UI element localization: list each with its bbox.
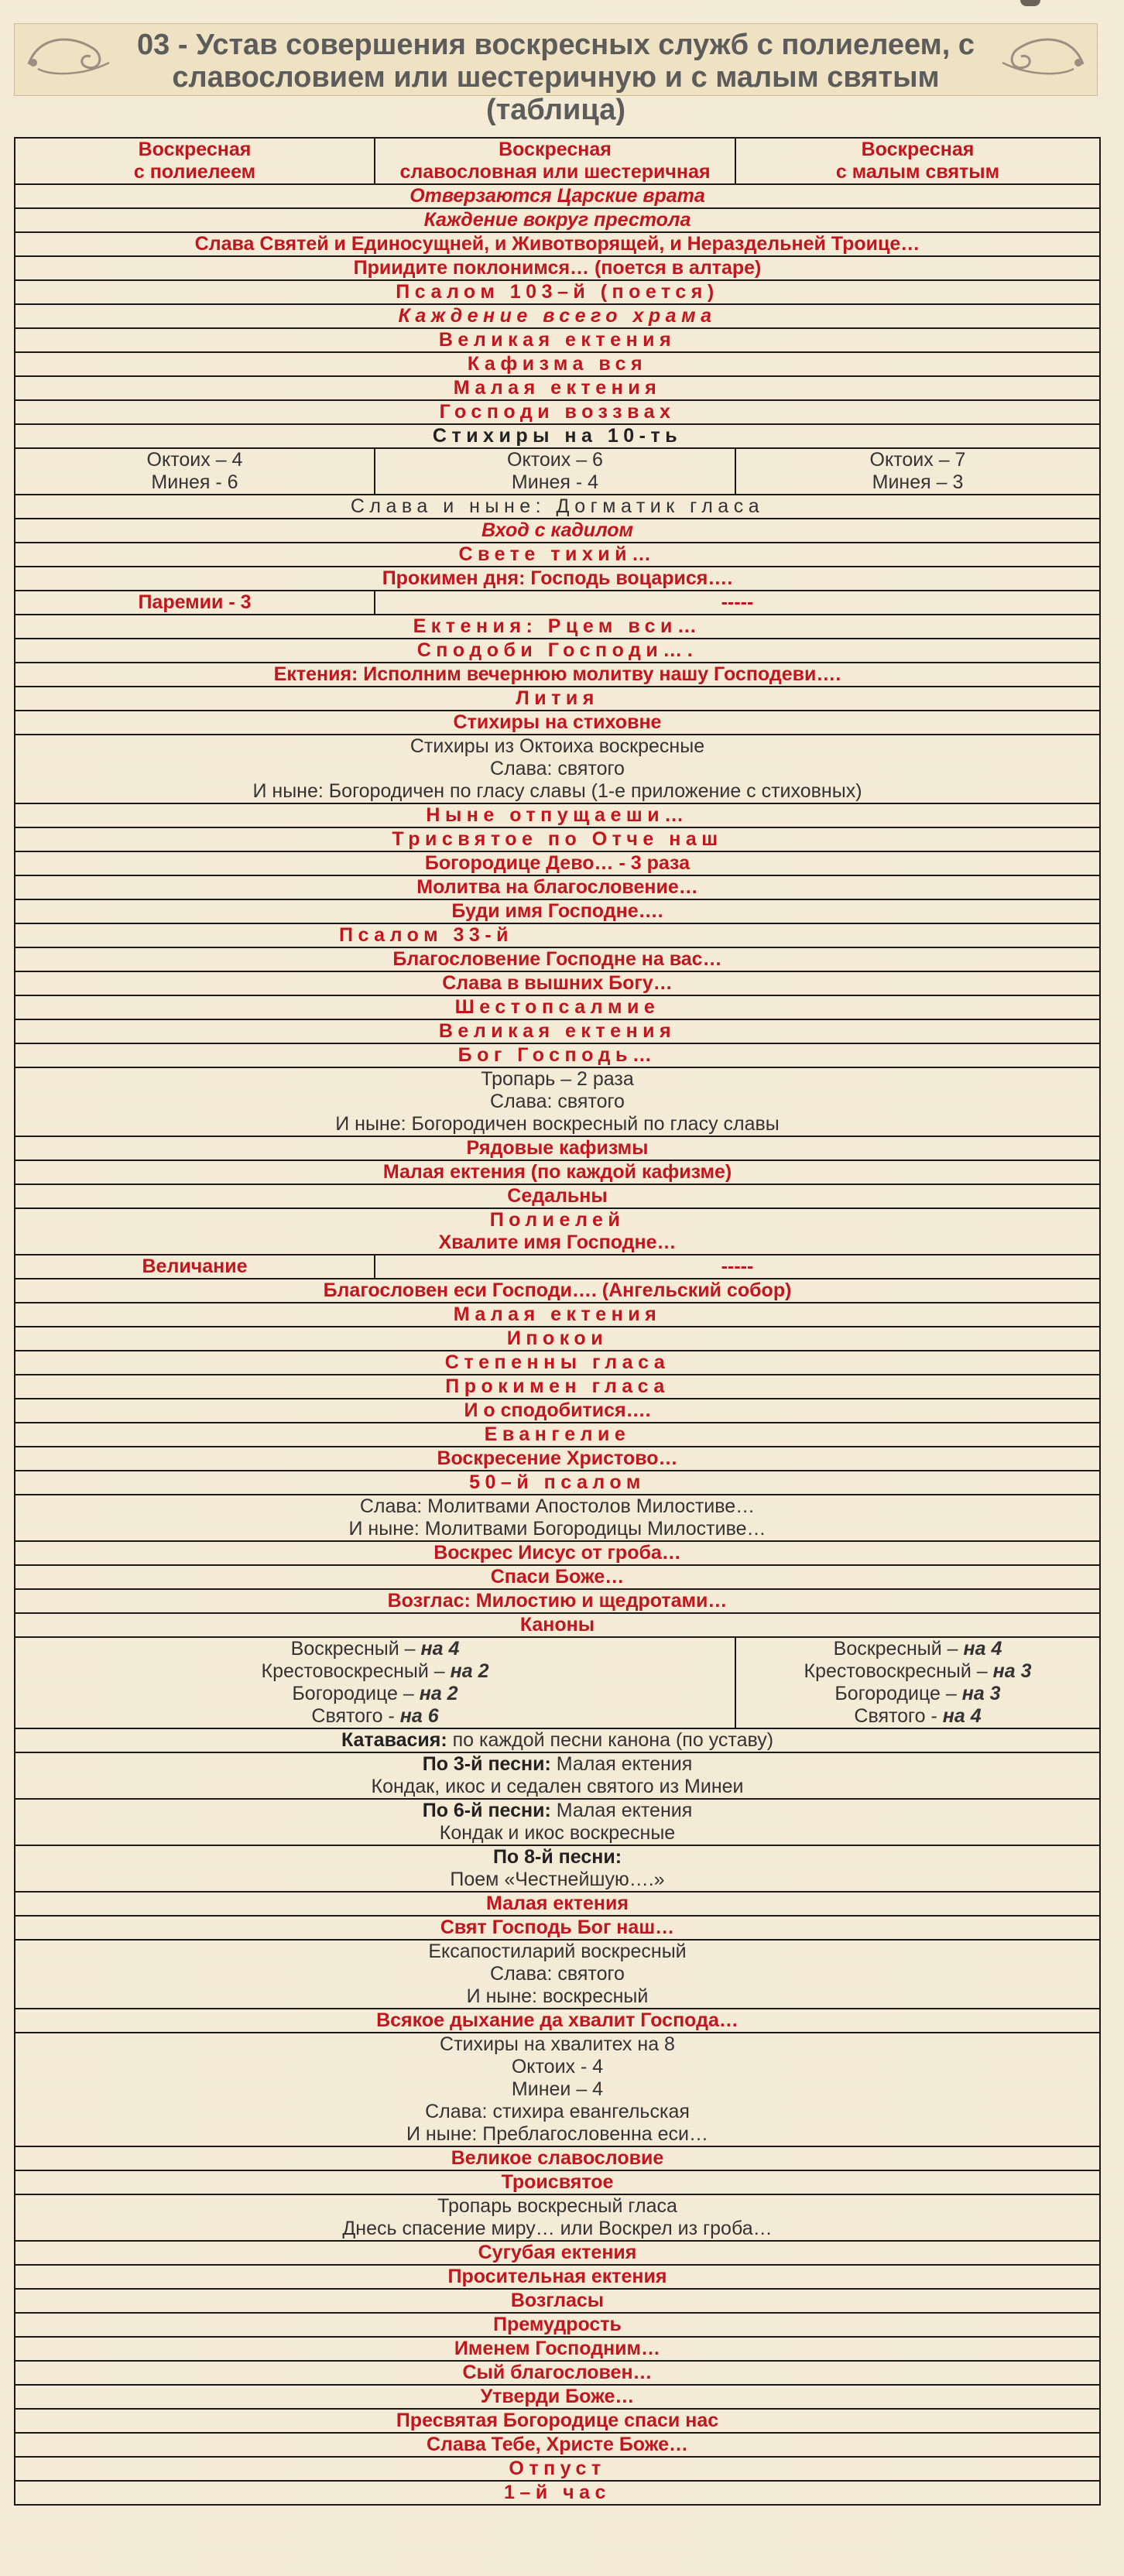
- canon-count: на 2: [419, 1683, 458, 1704]
- table-cell: И о сподобитися….: [15, 1399, 1100, 1423]
- table-row: [15, 1423, 1100, 1447]
- table-cell: Сый благословен…: [15, 2361, 1100, 2385]
- table-cell: Ипокои: [15, 1327, 1100, 1351]
- table-row: [15, 687, 1100, 711]
- table-cell: Каждение всего храма: [15, 304, 1100, 328]
- table-row: [15, 304, 1100, 328]
- table-row: [15, 2409, 1100, 2433]
- row-lead: По 6-й песни:: [422, 1800, 551, 1821]
- table-row: [15, 615, 1100, 639]
- table-cell: Именем Господним…: [15, 2337, 1100, 2361]
- table-cell: Седальны: [15, 1184, 1100, 1208]
- table-cell: Бог Господь…: [15, 1043, 1100, 1067]
- table-row: [15, 995, 1100, 1019]
- table-cell: Вход с кадилом: [15, 519, 1100, 543]
- table-row: [15, 2337, 1100, 2361]
- table-cell: Малая ектения: [15, 1892, 1100, 1916]
- canon-label: Крестовоскресный –: [804, 1660, 993, 1682]
- table-cell: Псалом 33-й: [15, 923, 1100, 947]
- top-ornament: [1020, 0, 1040, 6]
- table-row: [15, 1136, 1100, 1160]
- table-cell: Приидите поклонимся… (поется в алтаре): [15, 256, 1100, 280]
- polyeleos-label: Полиелей: [489, 1209, 625, 1231]
- table-row: [15, 2146, 1100, 2170]
- page-title: 03 - Устав совершения воскресных служб с полиелеем, с славословием или шестеричную и с малым святым (таблица): [137, 29, 975, 126]
- table-cell: Троисвятое: [15, 2170, 1100, 2194]
- table-cell: Слава и ныне: Догматик гласа: [15, 495, 1100, 519]
- table-cell: Отпуст: [15, 2457, 1100, 2481]
- table-cell: Лития: [15, 687, 1100, 711]
- table-cell: Благословение Господне на вас…: [15, 947, 1100, 971]
- table-row: [15, 1728, 1100, 1752]
- table-cell: Воскрес Иисус от гроба…: [15, 1541, 1100, 1565]
- table-cell: Каждение вокруг престола: [15, 208, 1100, 232]
- table-row: [15, 567, 1100, 591]
- table-cell: Великая ектения: [15, 1019, 1100, 1043]
- table-cell: Буди имя Господне….: [15, 899, 1100, 923]
- table-row: [15, 639, 1100, 663]
- scroll-ornament-left-icon: [22, 29, 115, 84]
- table-cell: Богородице Дево… - 3 раза: [15, 851, 1100, 875]
- table-cell: Великая ектения: [15, 328, 1100, 352]
- canon-count: на 2: [450, 1660, 489, 1682]
- table-row: [15, 1916, 1100, 1940]
- table-cell: Паремии - 3: [15, 591, 375, 615]
- table-row: [15, 2033, 1100, 2146]
- table-row: [15, 519, 1100, 543]
- table-row: [15, 971, 1100, 995]
- table-row: [15, 2289, 1100, 2313]
- table-cell: Стихиры на 10-ть: [15, 424, 1100, 448]
- table-cell: Ектения: Рцем вси…: [15, 615, 1100, 639]
- table-cell: Малая ектения (по каждой кафизме): [15, 1160, 1100, 1184]
- table-row: [15, 2457, 1100, 2481]
- table-row: [15, 1303, 1100, 1327]
- table-row: [15, 875, 1100, 899]
- table-cell: Премудрость: [15, 2313, 1100, 2337]
- table-row: [15, 1637, 1100, 1728]
- table-row: [15, 495, 1100, 519]
- table-row: [15, 947, 1100, 971]
- table-cell: Малая ектения: [15, 376, 1100, 400]
- table-cell: Ексапостиларий воскресный Слава: святого И ныне: воскресный: [15, 1940, 1100, 2009]
- table-row: [15, 1589, 1100, 1613]
- table-cell: [15, 1799, 1100, 1845]
- scroll-ornament-right-icon: [996, 29, 1089, 84]
- table-row: [15, 803, 1100, 827]
- table-row: [15, 2241, 1100, 2265]
- table-header-row: [15, 138, 1100, 184]
- table-row: [15, 2481, 1100, 2505]
- canon-label: Святого -: [854, 1705, 943, 1727]
- table-row: [15, 711, 1100, 735]
- table-cell: Утверди Боже…: [15, 2385, 1100, 2409]
- table-cell: Просительная ектения: [15, 2265, 1100, 2289]
- table-cell: [735, 1637, 1100, 1728]
- table-row: [15, 1375, 1100, 1399]
- title-banner: [14, 23, 1098, 126]
- table-cell: Октоих – 7 Минея – 3: [735, 448, 1100, 495]
- table-cell: Отверзаются Царские врата: [15, 184, 1100, 208]
- table-row: [15, 735, 1100, 803]
- table-cell: Шестопсалмие: [15, 995, 1100, 1019]
- table-row: [15, 1327, 1100, 1351]
- table-row: [15, 280, 1100, 304]
- table-cell: Возгласы: [15, 2289, 1100, 2313]
- table-cell: [15, 1752, 1100, 1799]
- table-cell: [15, 1208, 1100, 1255]
- table-row: [15, 1565, 1100, 1589]
- table-cell: Кафизма вся: [15, 352, 1100, 376]
- table-row: [15, 1351, 1100, 1375]
- table-row: [15, 256, 1100, 280]
- table-cell: -----: [375, 1255, 1100, 1279]
- table-cell: Сподоби Господи….: [15, 639, 1100, 663]
- table-cell: Молитва на благословение…: [15, 875, 1100, 899]
- table-cell: Сугубая ектения: [15, 2241, 1100, 2265]
- table-cell: Малая ектения: [15, 1303, 1100, 1327]
- canon-count: на 4: [942, 1705, 982, 1727]
- table-row: [15, 663, 1100, 687]
- table-cell: [15, 1728, 1100, 1752]
- table-cell: Благословен еси Господи…. (Ангельский собор): [15, 1279, 1100, 1303]
- table-row: [15, 1892, 1100, 1916]
- row-text: Малая ектения Кондак, икос и седален святого из Минеи: [371, 1753, 744, 1797]
- table-row: [15, 1495, 1100, 1541]
- table-row: [15, 1613, 1100, 1637]
- table-row: [15, 2194, 1100, 2241]
- table-row: [15, 1940, 1100, 2009]
- table-cell: Слава в вышних Богу…: [15, 971, 1100, 995]
- table-cell: 50–й псалом: [15, 1471, 1100, 1495]
- table-cell: Свете тихий…: [15, 543, 1100, 567]
- table-row: [15, 851, 1100, 875]
- table-row: [15, 899, 1100, 923]
- table-row: [15, 1043, 1100, 1067]
- table-row: [15, 1279, 1100, 1303]
- table-row: [15, 2361, 1100, 2385]
- table-row: [15, 1447, 1100, 1471]
- table-row: [15, 591, 1100, 615]
- table-row: [15, 400, 1100, 424]
- column-header-polyeleos: Воскресная с полиелеем: [15, 138, 375, 184]
- table-row: [15, 208, 1100, 232]
- table-row: [15, 1541, 1100, 1565]
- table-cell: Господи воззвах: [15, 400, 1100, 424]
- table-row: [15, 1471, 1100, 1495]
- table-cell: Пресвятая Богородице спаси нас: [15, 2409, 1100, 2433]
- table-row: [15, 1752, 1100, 1799]
- table-cell: Октоих – 4 Минея - 6: [15, 448, 375, 495]
- table-row: [15, 1255, 1100, 1279]
- table-cell: Тропарь воскресный гласа Днесь спасение миру… или Воскрел из гроба…: [15, 2194, 1100, 2241]
- table-cell: Прокимен дня: Господь воцарися….: [15, 567, 1100, 591]
- table-row: [15, 184, 1100, 208]
- table-cell: Спаси Боже…: [15, 1565, 1100, 1589]
- table-cell: Слава Святей и Единосущней, и Животворящей, и Нераздельней Троице…: [15, 232, 1100, 256]
- table-cell: -----: [375, 591, 1100, 615]
- row-lead: Катавасия:: [341, 1729, 447, 1751]
- table-row: [15, 1160, 1100, 1184]
- row-lead: По 3-й песни:: [422, 1753, 551, 1775]
- table-cell: Стихиры из Октоиха воскресные Слава: святого И ныне: Богородичен по гласу славы (1-е приложение с стиховных): [15, 735, 1100, 803]
- column-header-doxology: Воскресная славословная или шестеричная: [375, 138, 735, 184]
- table-cell: Стихиры на стиховне: [15, 711, 1100, 735]
- table-cell: Воскресение Христово…: [15, 1447, 1100, 1471]
- table-row: [15, 1208, 1100, 1255]
- table-row: [15, 352, 1100, 376]
- table-row: [15, 1845, 1100, 1892]
- table-row: [15, 2313, 1100, 2337]
- table-cell: Степенны гласа: [15, 1351, 1100, 1375]
- table-cell: Прокимен гласа: [15, 1375, 1100, 1399]
- table-cell: Слава Тебе, Христе Боже…: [15, 2433, 1100, 2457]
- table-row: [15, 1067, 1100, 1136]
- canon-count: на 4: [420, 1638, 460, 1660]
- row-text: Поем «Честнейшую….»: [450, 1869, 665, 1890]
- table-cell: [15, 1637, 735, 1728]
- canon-count: на 3: [992, 1660, 1032, 1682]
- canon-count: на 3: [961, 1683, 1001, 1704]
- table-cell: Тропарь – 2 раза Слава: святого И ныне: Богородичен воскресный по гласу славы: [15, 1067, 1100, 1136]
- table-row: [15, 1399, 1100, 1423]
- table-cell: [15, 1845, 1100, 1892]
- table-cell: 1–й час: [15, 2481, 1100, 2505]
- service-order-table: [14, 137, 1101, 2506]
- table-cell: Каноны: [15, 1613, 1100, 1637]
- table-cell: Слава: Молитвами Апостолов Милостиве… И ныне: Молитвами Богородицы Милостиве…: [15, 1495, 1100, 1541]
- table-cell: Октоих – 6 Минея - 4: [375, 448, 735, 495]
- table-row: [15, 376, 1100, 400]
- table-cell: Свят Господь Бог наш…: [15, 1916, 1100, 1940]
- table-row: [15, 1019, 1100, 1043]
- table-cell: Возглас: Милостию и щедротами…: [15, 1589, 1100, 1613]
- table-row: [15, 1799, 1100, 1845]
- table-row: [15, 827, 1100, 851]
- table-row: [15, 1184, 1100, 1208]
- canon-label: Святого -: [311, 1705, 400, 1727]
- table-row: [15, 232, 1100, 256]
- canon-label: Крестовоскресный –: [261, 1660, 451, 1682]
- canon-count: на 6: [399, 1705, 439, 1727]
- row-lead: По 8-й песни:: [492, 1846, 622, 1868]
- table-row: [15, 2009, 1100, 2033]
- table-row: [15, 424, 1100, 448]
- canon-label: Богородице –: [292, 1683, 420, 1704]
- canon-label: Воскресный –: [290, 1638, 421, 1660]
- row-text: по каждой песни канона (по уставу): [447, 1729, 774, 1751]
- table-cell: Ныне отпущаеши…: [15, 803, 1100, 827]
- canon-count: на 4: [963, 1638, 1002, 1660]
- table-cell: Рядовые кафизмы: [15, 1136, 1100, 1160]
- table-cell: Евангелие: [15, 1423, 1100, 1447]
- table-row: [15, 448, 1100, 495]
- table-cell: Ектения: Исполним вечернюю молитву нашу Господеви….: [15, 663, 1100, 687]
- column-header-small-saint: Воскресная с малым святым: [735, 138, 1100, 184]
- table-cell: Величание: [15, 1255, 375, 1279]
- canon-label: Воскресный –: [833, 1638, 964, 1660]
- table-cell: Псалом 103–й (поется): [15, 280, 1100, 304]
- table-row: [15, 2433, 1100, 2457]
- table-cell: Стихиры на хвалитех на 8 Октоих - 4 Минеи – 4 Слава: стихира евангельская И ныне: Преблагословенна еси…: [15, 2033, 1100, 2146]
- table-row: [15, 2170, 1100, 2194]
- table-cell: Великое славословие: [15, 2146, 1100, 2170]
- canon-label: Богородице –: [834, 1683, 962, 1704]
- table-cell: Всякое дыхание да хвалит Господа…: [15, 2009, 1100, 2033]
- table-cell: Трисвятое по Отче наш: [15, 827, 1100, 851]
- table-row: [15, 923, 1100, 947]
- row-text: Малая ектения Кондак и икос воскресные: [439, 1800, 693, 1844]
- table-row: [15, 543, 1100, 567]
- table-row: [15, 2385, 1100, 2409]
- polyeleos-psalm: Хвалите имя Господне…: [438, 1231, 677, 1253]
- table-row: [15, 328, 1100, 352]
- table-row: [15, 2265, 1100, 2289]
